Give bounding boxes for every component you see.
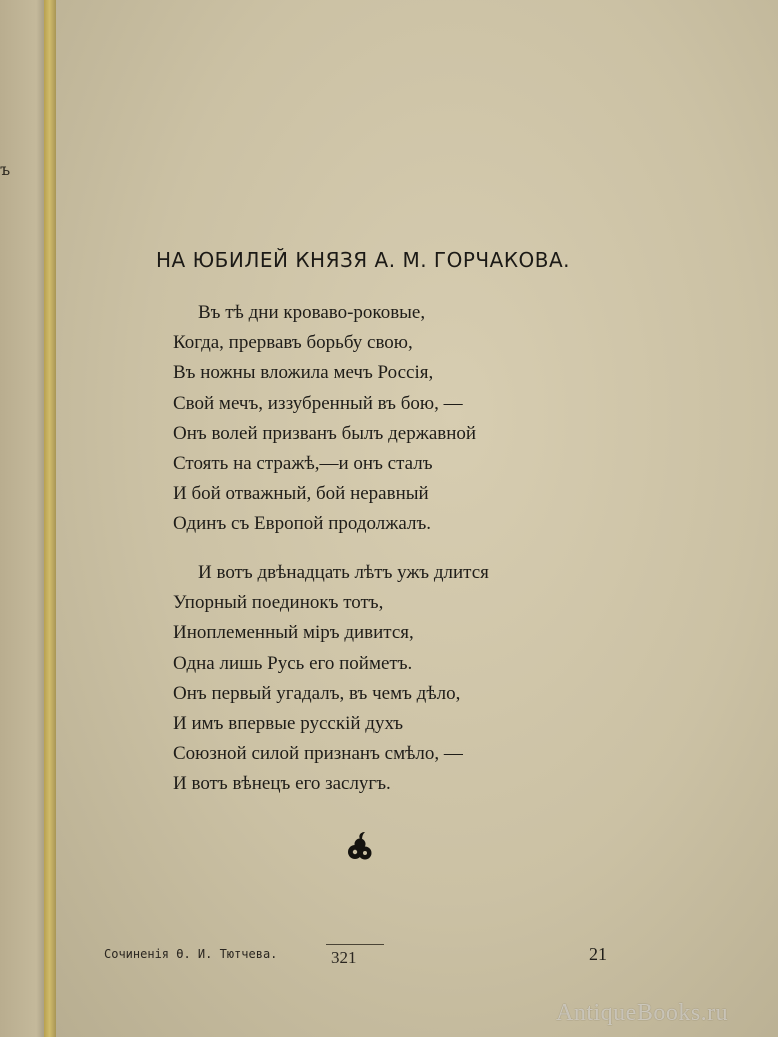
poem-line: Союзной силой признанъ смѣло, — (173, 743, 463, 765)
watermark: AntiqueBooks.ru (556, 1000, 729, 1026)
poem-line: Иноплеменный міръ дивится, (173, 622, 414, 644)
poem-line: Свой мечъ, иззубренный въ бою, — (173, 392, 463, 414)
poem-line: Стоять на стражѣ,—и онъ сталъ (173, 452, 433, 474)
poem-title: НА ЮБИЛЕЙ КНЯЗЯ А. М. ГОРЧАКОВА. (156, 248, 571, 272)
footer-book-title: Сочиненія Ө. И. Тютчева. (104, 947, 278, 961)
poem-line: Въ тѣ дни кроваво-роковые, (198, 302, 426, 323)
footer-rule (326, 944, 384, 945)
poem-line: Въ ножны вложила мечъ Россія, (173, 362, 434, 384)
poem-line: Упорный поединокъ тотъ, (173, 592, 384, 614)
stanza-2 (173, 558, 613, 800)
poem-line: Онъ первый угадалъ, въ чемъ дѣло, (173, 682, 461, 704)
poem-line: Одинъ съ Европой продолжалъ. (173, 513, 432, 535)
poem-line: И бой отважный, бой неравный (173, 483, 429, 505)
poem-line: Когда, прервавъ борьбу свою, (173, 332, 413, 354)
fleuron-ornament-icon (345, 830, 375, 862)
poem-line: И имъ впервые русскій духъ (173, 712, 404, 734)
right-page (56, 0, 778, 1037)
stanza-1 (173, 298, 613, 540)
poem-line: И вотъ двѣнадцать лѣтъ ужъ длится (198, 562, 489, 583)
poem-line: И вотъ вѣнецъ его заслугъ. (173, 773, 391, 795)
poem-line: Онъ волей призванъ былъ державной (173, 422, 477, 444)
left-page-mark: ъ (0, 160, 11, 179)
poem-line: Одна лишь Русь его пойметъ. (173, 652, 413, 674)
page-number: 21 (589, 944, 607, 964)
footer-sheet-number: 321 (331, 948, 357, 967)
